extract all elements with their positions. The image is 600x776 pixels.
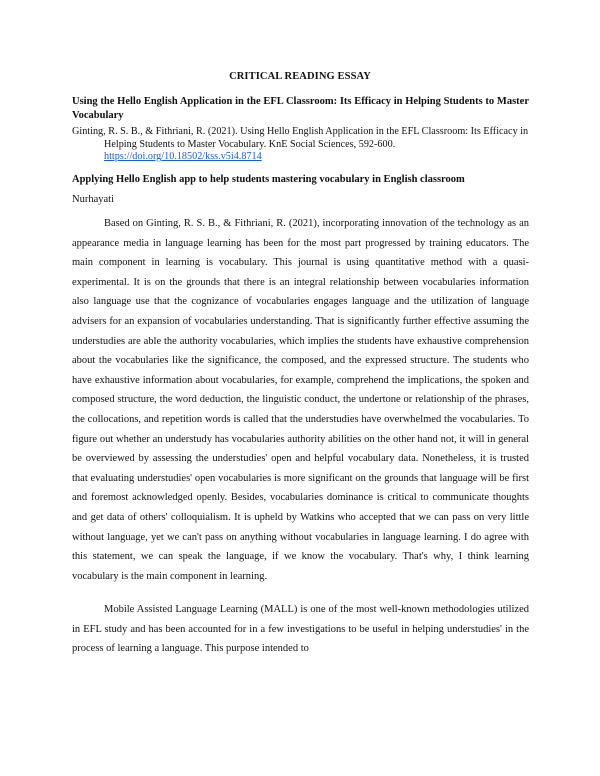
essay-body — [72, 214, 529, 659]
reference-citation — [72, 126, 529, 164]
article-title: Using the Hello English Application in the EFL Classroom: Its Efficacy in Helping Students to Master Vocabulary — [72, 96, 529, 121]
body-paragraph: Based on Ginting, R. S. B., & Fithriani, R. (2021), incorporating innovation of the technology as an appearance media in language learning has been for the most part progressed by training educators. The main component in learning is vocabulary. This journal is using quantitative method with a quasi-experimental. It is on the grounds that there is an integral relationship between vocabularies information also language use that the cognizance of vocabularies engages language and the utilization of language advisers for an expansion of vocabularies understanding. That is significantly further effective assuming the understudies are able the authority vocabularies, which implies the students have exhaustive comprehension about the vocabularies like the significance, the composed, and the expressed structure. The students who have exhaustive information about vocabularies, for example, comprehend the implications, the spoken and composed structure, the word deduction, the linguistic conduct, the undertone or relationship of the phrases, the collocations, and repetition words is called that the understudies have overwhelmed the vocabularies. To figure out whether an understudy has vocabularies authority abilities on the other hand not, it will in general be overviewed by assessing the understudies' open and helpful vocabulary data. Nonetheless, it is trusted that evaluating understudies' open vocabularies is more significant on the grounds that language will be first and foremost acknowledged openly. Besides, vocabularies dominance is critical to communicate thoughts and get data of others' colloquialism. It is upheld by Watkins who accepted that we can pass on very little without language, yet we can't pass on anything without vocabularies in language learning. I do agree with this statement, we can speak the language, if we know the vocabulary. That's why, I think learning vocabulary is the main component in learning. — [72, 218, 529, 582]
doi-link[interactable]: https://doi.org/10.18502/kss.v5i4.8714 — [104, 151, 262, 162]
body-paragraph: Mobile Assisted Language Learning (MALL) is one of the most well-known methodologies utilized in EFL study and has been accounted for in a few investigations to be useful in helping understudies' in the process of learning a language. This purpose intended to — [72, 604, 529, 655]
essay-title: CRITICAL READING ESSAY — [229, 71, 371, 82]
author-name: Nurhayati — [72, 194, 114, 205]
citation-text: Ginting, R. S. B., & Fithriani, R. (2021). Using Hello English Application in the EFL Classroom: Its Efficacy in Helping Students to Master Vocabulary. KnE Social Sciences, 592-600. — [72, 126, 529, 150]
essay-heading: Applying Hello English app to help students mastering vocabulary in English classroom — [72, 174, 465, 185]
